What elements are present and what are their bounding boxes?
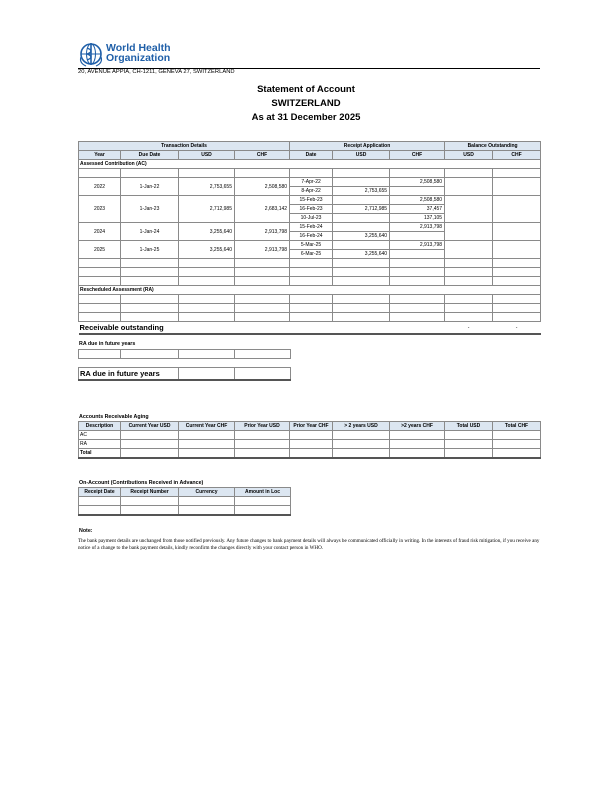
table-row: RA (79, 440, 541, 449)
ra-future-table (78, 349, 291, 359)
aging-heading: Accounts Receivable Aging (79, 414, 149, 420)
table-row: 8-Apr-22 2,753,655 (79, 187, 541, 196)
table-row: 2025 1-Jan-25 3,255,640 2,913,798 5-Mar-25 2,913,798 (79, 241, 541, 250)
table-row: Total (79, 449, 541, 459)
group-header-transaction: Transaction Details (79, 142, 290, 151)
table-row: 6-Mar-25 3,255,640 (79, 250, 541, 259)
aging-col-total-chf: Total CHF (493, 422, 541, 431)
note-label: Note: (79, 528, 93, 534)
note-text: The bank payment details are unchanged from those notified previously. Any future changes to bank payment details will always be communicated officially in writing. In the interests of fraud risk mitigation, if you receive any notice of a change to the bank payment details, kindly reconfirm the changes directly with your contact person in WHO. (78, 538, 540, 551)
table-row: AC (79, 431, 541, 440)
who-logo (78, 41, 178, 67)
statement-table (78, 141, 541, 335)
statement-title: Statement of Account (257, 84, 355, 95)
on-account-col-currency: Currency (179, 488, 235, 497)
col-balance-chf: CHF (493, 151, 541, 160)
aging-col-prior-chf: Prior Year CHF (290, 422, 333, 431)
ra-future-small-label: RA due in future years (79, 341, 136, 347)
col-balance-usd: USD (445, 151, 493, 160)
as-at-date: As at 31 December 2025 (251, 112, 361, 123)
on-account-col-amount: Amount in Loc (235, 488, 291, 497)
aging-col-total-usd: Total USD (445, 422, 493, 431)
rescheduled-assessment-label: Rescheduled Assessment (RA) (79, 286, 541, 295)
col-usd: USD (179, 151, 235, 160)
on-account-heading: On-Account (Contributions Received in Advance) (79, 480, 204, 486)
aging-col-current-chf: Current Year CHF (179, 422, 235, 431)
col-chf: CHF (235, 151, 290, 160)
table-row: 10-Jul-23 137,105 (79, 214, 541, 223)
on-account-table (78, 487, 291, 516)
receivable-usd: - (445, 322, 493, 335)
aging-col-current-usd: Current Year USD (121, 422, 179, 431)
aging-col-2y-chf: >2 years CHF (390, 422, 445, 431)
receivable-chf: - (493, 322, 541, 335)
ra-future-big-label: RA due in future years (79, 368, 179, 381)
country-title: SWITZERLAND (271, 98, 341, 109)
aging-col-2y-usd: > 2 years USD (333, 422, 390, 431)
assessed-contribution-label: Assessed Contribution (AC) (79, 160, 541, 169)
col-receipt-date: Date (290, 151, 333, 160)
table-row: 16-Feb-24 3,255,640 (79, 232, 541, 241)
table-row: 2022 1-Jan-22 2,753,655 2,508,580 7-Apr-22 2,508,580 (79, 178, 541, 187)
on-account-col-number: Receipt Number (121, 488, 179, 497)
col-receipt-chf: CHF (390, 151, 445, 160)
receivable-outstanding-label: Receivable outstanding (79, 322, 445, 335)
aging-col-description: Description (79, 422, 121, 431)
on-account-col-date: Receipt Date (79, 488, 121, 497)
org-name: World Health Organization (106, 42, 171, 64)
table-row: 2024 1-Jan-24 3,255,640 2,913,798 15-Feb-24 2,913,798 (79, 223, 541, 232)
table-row: 16-Feb-23 2,712,985 37,457 (79, 205, 541, 214)
col-due-date: Due Date (121, 151, 179, 160)
col-year: Year (79, 151, 121, 160)
org-address: 20, AVENUE APPIA, CH-1211, GENEVA 27, SWITZERLAND (78, 69, 235, 75)
group-header-balance: Balance Outstanding (445, 142, 541, 151)
aging-col-prior-usd: Prior Year USD (235, 422, 290, 431)
receivable-outstanding-row (79, 322, 541, 335)
col-receipt-usd: USD (333, 151, 390, 160)
aging-table (78, 421, 541, 459)
table-row: 2023 1-Jan-23 2,712,985 2,683,142 15-Feb-23 2,508,580 (79, 196, 541, 205)
group-header-receipt: Receipt Application (290, 142, 445, 151)
who-emblem-icon (78, 41, 104, 67)
ra-future-total-table (78, 367, 291, 381)
